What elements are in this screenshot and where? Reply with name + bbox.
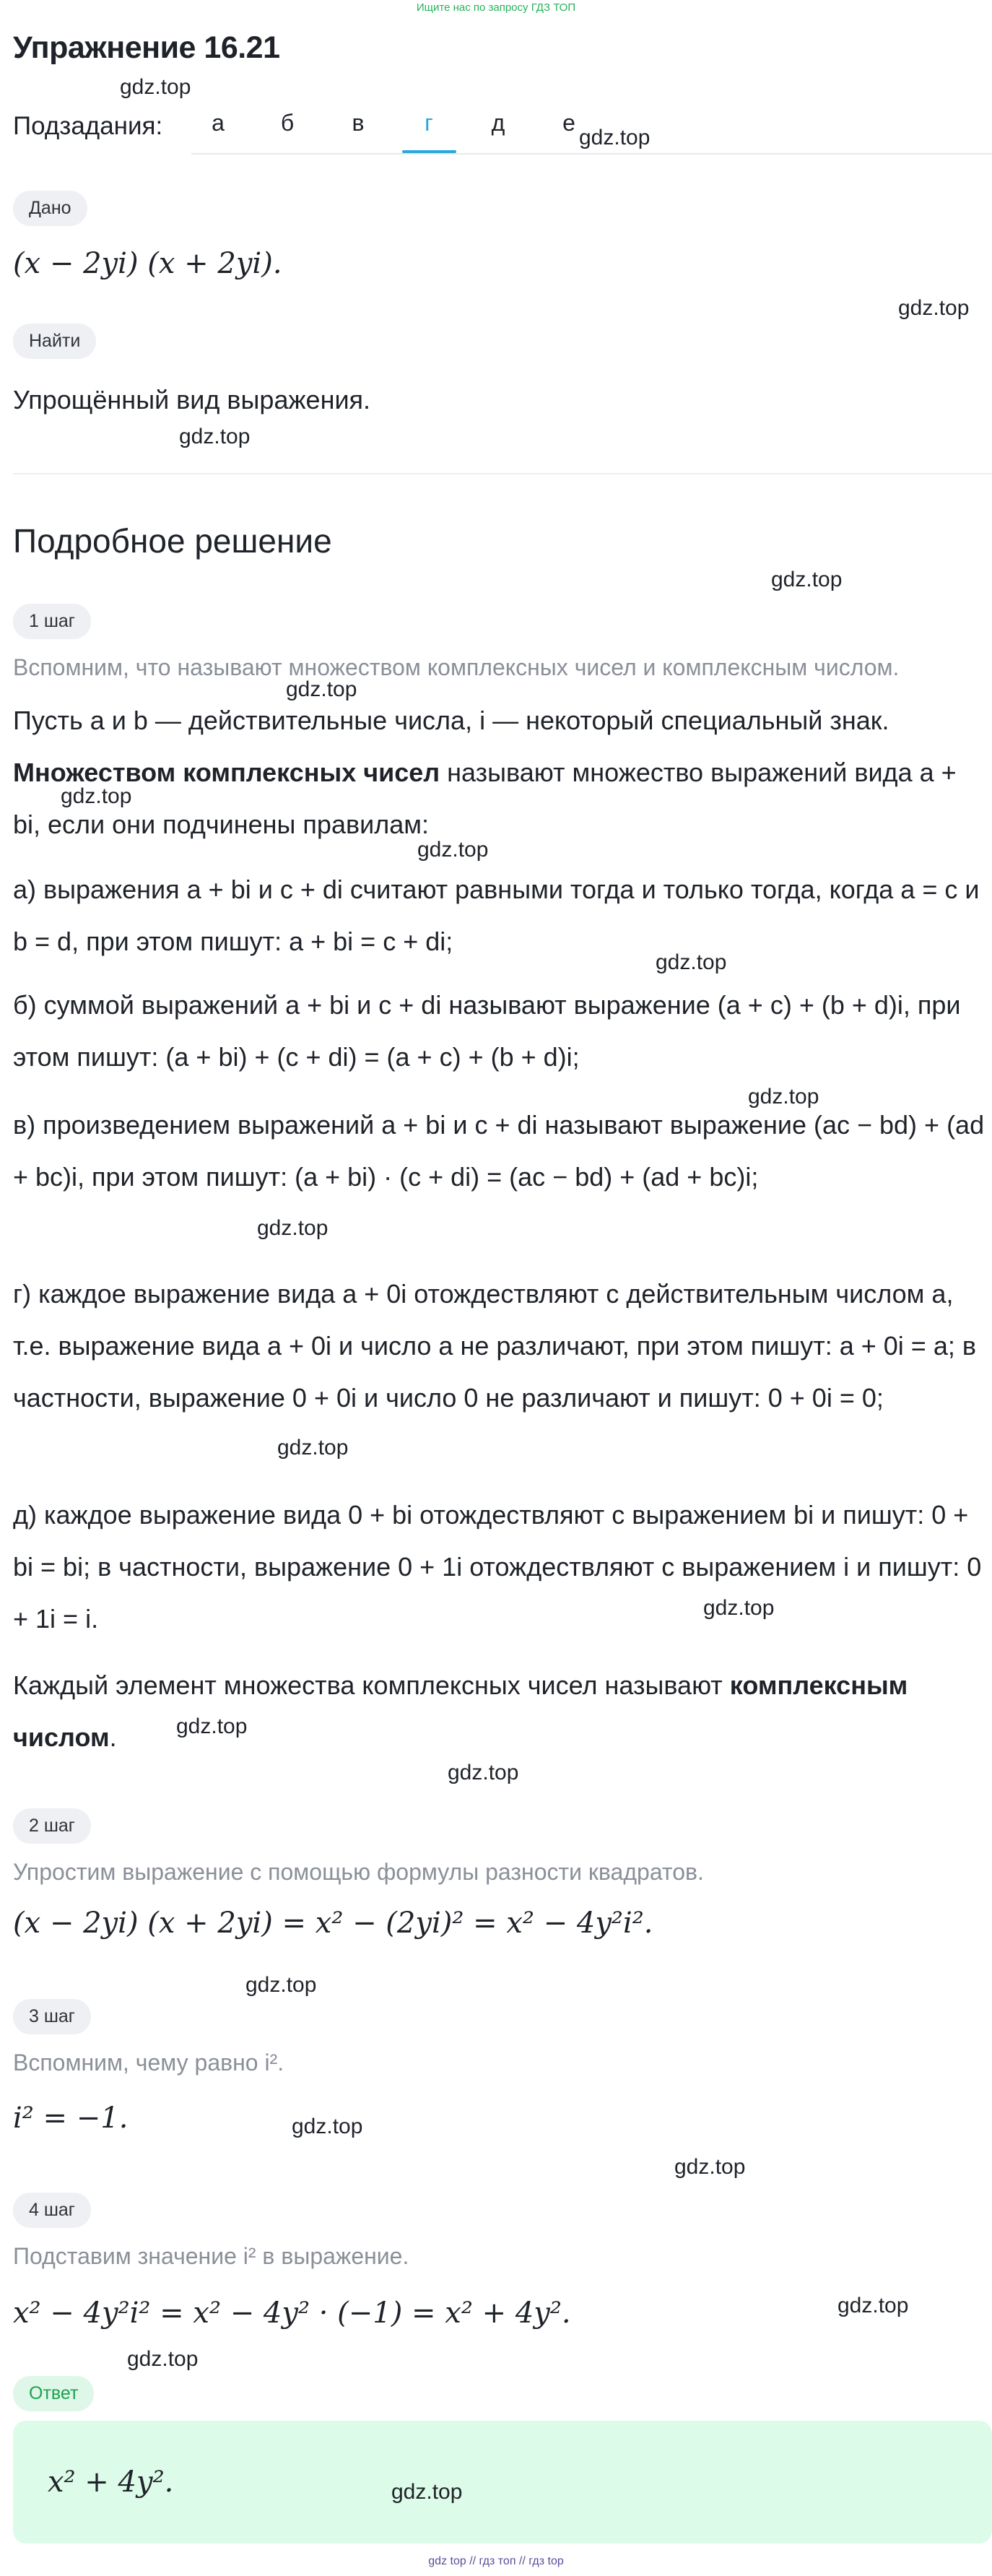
term-complex-number: комплексным числом xyxy=(13,1670,908,1752)
tab-g[interactable]: г xyxy=(425,110,433,136)
step2-hint: Упростим выражение с помощью формулы разности квадратов. xyxy=(13,1859,704,1885)
rule-b: б) суммой выражений a + bi и c + di называют выражение (a + c) + (b + d)i, при этом пишут: (a + bi) + (c + di) = (a + c) + (b + d)i; xyxy=(13,990,961,1072)
watermark: gdz.top xyxy=(837,2294,909,2317)
step4-hint: Подставим значение i² в выражение. xyxy=(13,2243,409,2269)
watermark: gdz.top xyxy=(286,677,357,701)
section-divider xyxy=(13,473,992,474)
step4-expression: x² − 4y²i² = x² − 4y² · (−1) = x² + 4y². xyxy=(13,2297,571,2330)
watermark: gdz.top xyxy=(656,950,727,974)
watermark: gdz.top xyxy=(703,1596,775,1620)
answer-expression: x² + 4y². xyxy=(48,2466,174,2499)
watermark: gdz.top xyxy=(292,2115,363,2138)
tab-e[interactable]: е xyxy=(562,110,575,136)
given-expression: (x − 2yi) (x + 2yi). xyxy=(13,247,282,280)
step3-chip: 3 шаг xyxy=(13,1999,91,2034)
tab-d[interactable]: д xyxy=(491,110,505,136)
watermark: gdz.top xyxy=(120,75,191,99)
tab-b[interactable]: б xyxy=(280,110,295,136)
find-chip: Найти xyxy=(13,324,96,359)
watermark: gdz.top xyxy=(748,1085,819,1109)
watermark: gdz.top xyxy=(448,1761,519,1784)
conclusion-pre: Каждый элемент множества комплексных чисел называют xyxy=(13,1670,730,1700)
rule-v: в) произведением выражений a + bi и c + di называют выражение (ac − bd) + (ad + bc)i, при этом пишут: (a + bi) · (c + di) = (ac − bd) + (ad + bc)i; xyxy=(13,1110,985,1192)
step2-chip: 2 шаг xyxy=(13,1808,91,1844)
answer-chip: Ответ xyxy=(13,2376,94,2411)
tab-v[interactable]: в xyxy=(352,110,365,136)
watermark: gdz.top xyxy=(277,1436,349,1460)
conclusion-post: . xyxy=(109,1722,117,1752)
step2-expression: (x − 2yi) (x + 2yi) = x² − (2yi)² = x² − 4y²i². xyxy=(13,1907,653,1940)
watermark: gdz.top xyxy=(245,1973,317,1997)
page-title: Упражнение 16.21 xyxy=(13,30,280,65)
rule-g: г) каждое выражение вида a + 0i отождествляют с действительным числом a, т.е. выражение вида a + 0i и число a не различают, при этом пишут: a + 0i = a; в частности, выражение 0 + 0i и число 0 не различают и пишут: 0 + 0i = 0; xyxy=(13,1279,976,1413)
step1-hint: Вспомним, что называют множеством комплексных чисел и комплексным числом. xyxy=(13,654,900,680)
step4-chip: 4 шаг xyxy=(13,2193,91,2228)
given-chip: Дано xyxy=(13,191,87,226)
footer-links[interactable]: gdz top // гдз топ // гдз top xyxy=(428,2555,564,2567)
rule-a: а) выражения a + bi и c + di считают равными тогда и только тогда, когда a = c и b = d, при этом пишут: a + bi = c + di; xyxy=(13,875,980,956)
subtasks-label: Подзадания: xyxy=(13,112,163,140)
rule-d: д) каждое выражение вида 0 + bi отождествляют с выражением bi и пишут: 0 + bi = bi; в частности, выражение 0 + 1i отождествляют с выражением i и пишут: 0 + 1i = i. xyxy=(13,1500,982,1634)
active-tab-indicator xyxy=(402,150,456,153)
step3-hint: Вспомним, чему равно i². xyxy=(13,2050,284,2076)
watermark: gdz.top xyxy=(61,784,132,808)
top-banner[interactable]: Ищите нас по запросу ГДЗ ТОП xyxy=(416,1,576,14)
step1-paragraph-2-rest: называют множество выражений вида a + bi, если они подчинены правилам: xyxy=(13,758,957,839)
watermark: gdz.top xyxy=(674,2155,746,2179)
watermark: gdz.top xyxy=(179,425,251,448)
watermark: gdz.top xyxy=(176,1714,248,1738)
solution-heading: Подробное решение xyxy=(13,522,332,560)
watermark: gdz.top xyxy=(257,1216,329,1240)
watermark: gdz.top xyxy=(898,296,970,320)
watermark: gdz.top xyxy=(127,2347,199,2371)
step1-conclusion xyxy=(13,1660,988,1764)
tab-a[interactable]: а xyxy=(212,110,225,136)
step1-paragraph-1: Пусть a и b — действительные числа, i — некоторый специальный знак. xyxy=(13,706,889,735)
step3-expression: i² = −1. xyxy=(13,2102,129,2135)
watermark: gdz.top xyxy=(417,838,489,862)
watermark: gdz.top xyxy=(771,568,843,591)
step1-paragraph-2 xyxy=(13,747,988,851)
term-complex-set: Множеством комплексных чисел xyxy=(13,758,440,787)
watermark: gdz.top xyxy=(579,126,651,149)
watermark: gdz.top xyxy=(391,2480,463,2504)
find-text: Упрощённый вид выражения. xyxy=(13,385,371,415)
step1-chip: 1 шаг xyxy=(13,604,91,639)
tabs-divider xyxy=(191,153,992,155)
